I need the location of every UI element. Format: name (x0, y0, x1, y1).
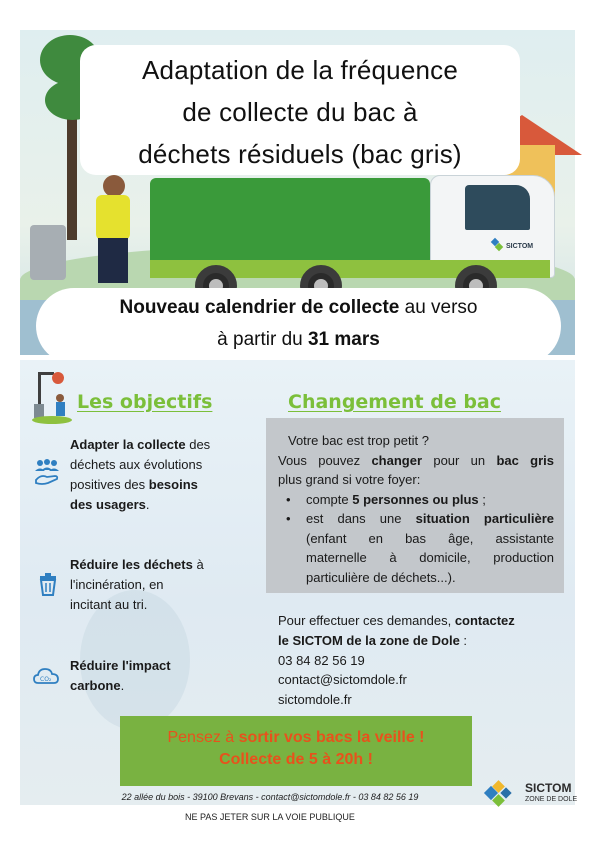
objectif-run: des (185, 437, 211, 452)
objectif-run: l'incinération, en (70, 577, 164, 592)
calendar-line-2 (36, 329, 561, 351)
changement-text (278, 431, 554, 587)
objectif-run: . (145, 497, 150, 512)
footer-address: 22 allée du bois - 39100 Brevans - contact@sictomdole.fr - 03 84 82 56 19 (121, 792, 419, 802)
people-hand-icon (33, 458, 61, 486)
objectif-run: à (192, 557, 204, 572)
logo-subtitle: ZONE DE DOLE (525, 796, 578, 803)
reminder-line-1: Pensez à sortir vos bacs la veille ! (167, 729, 425, 746)
changement-line: plus grand si votre foyer: (278, 472, 421, 487)
title-line: de collecte du bac à (182, 97, 418, 127)
objectif-emphasis: carbone (70, 678, 121, 693)
footer-note: NE PAS JETER SUR LA VOIE PUBLIQUE (185, 812, 355, 822)
contact-block (278, 611, 558, 710)
truck-brand: SICTOM (506, 243, 534, 250)
calendar-text: au verso (399, 297, 478, 318)
objectif-emphasis: des usagers (70, 497, 146, 512)
calendar-date: 31 mars (307, 329, 380, 350)
list-item: • compte 5 personnes ou plus ; (286, 490, 554, 510)
trash-bin-icon (34, 570, 62, 598)
changement-intro: Votre bac est trop petit ? (288, 433, 429, 448)
objectifs-title: Les objectifs (77, 391, 213, 413)
objectif-run: incitant au tri. (70, 597, 148, 612)
list-item: • est dans une situation particulière (enfant en bas âge, assistante maternelle à domicile, production particulière de déchets...). (286, 509, 554, 587)
objectif-emphasis: Réduire les déchets (70, 557, 193, 572)
changement-title: Changement de bac (288, 391, 501, 413)
worker-legs (98, 238, 128, 283)
truck-logo (490, 235, 534, 255)
objectif-emphasis: besoins (148, 477, 198, 492)
objectif-text (70, 435, 255, 515)
page-title (80, 49, 520, 175)
grey-bin (30, 225, 66, 280)
objectif-run: positives des (70, 477, 149, 492)
title-line: déchets résiduels (bac gris) (138, 139, 462, 169)
objectif-emphasis: Adapter la collecte (70, 437, 186, 452)
changement-bullets (286, 490, 554, 588)
calendar-line-1 (36, 297, 561, 319)
contact-email[interactable]: contact@sictomdole.fr (278, 672, 407, 688)
reminder-line-2: Collecte de 5 à 20h ! (219, 751, 373, 768)
contact-website[interactable]: sictomdole.fr (278, 692, 352, 708)
worker-head (103, 175, 125, 197)
contact-phone: 03 84 82 56 19 (278, 652, 365, 668)
calendar-text: à partir du (217, 329, 308, 350)
co2-cloud-icon (32, 663, 60, 691)
objectif-emphasis: Réduire l'impact (70, 658, 171, 673)
contact-line: le SICTOM de la zone de Dole : (278, 632, 468, 648)
title-line: Adaptation de la fréquence (142, 55, 458, 85)
calendar-emph: Nouveau calendrier de collecte (119, 297, 400, 318)
contact-line: Pour effectuer ces demandes, contactez (278, 613, 515, 628)
objectif-text (70, 555, 255, 615)
changement-line: Vous pouvez changer pour un bac gris (278, 452, 554, 468)
mini-illustration (30, 370, 75, 425)
objectif-run: déchets aux évolutions (70, 457, 203, 472)
objectif-text (70, 656, 255, 696)
worker-vest (96, 195, 130, 240)
logo-name: SICTOM (525, 781, 572, 795)
objectif-run: . (120, 678, 125, 693)
svg-text:CO₂: CO₂ (40, 676, 52, 683)
truck-window (465, 185, 530, 230)
